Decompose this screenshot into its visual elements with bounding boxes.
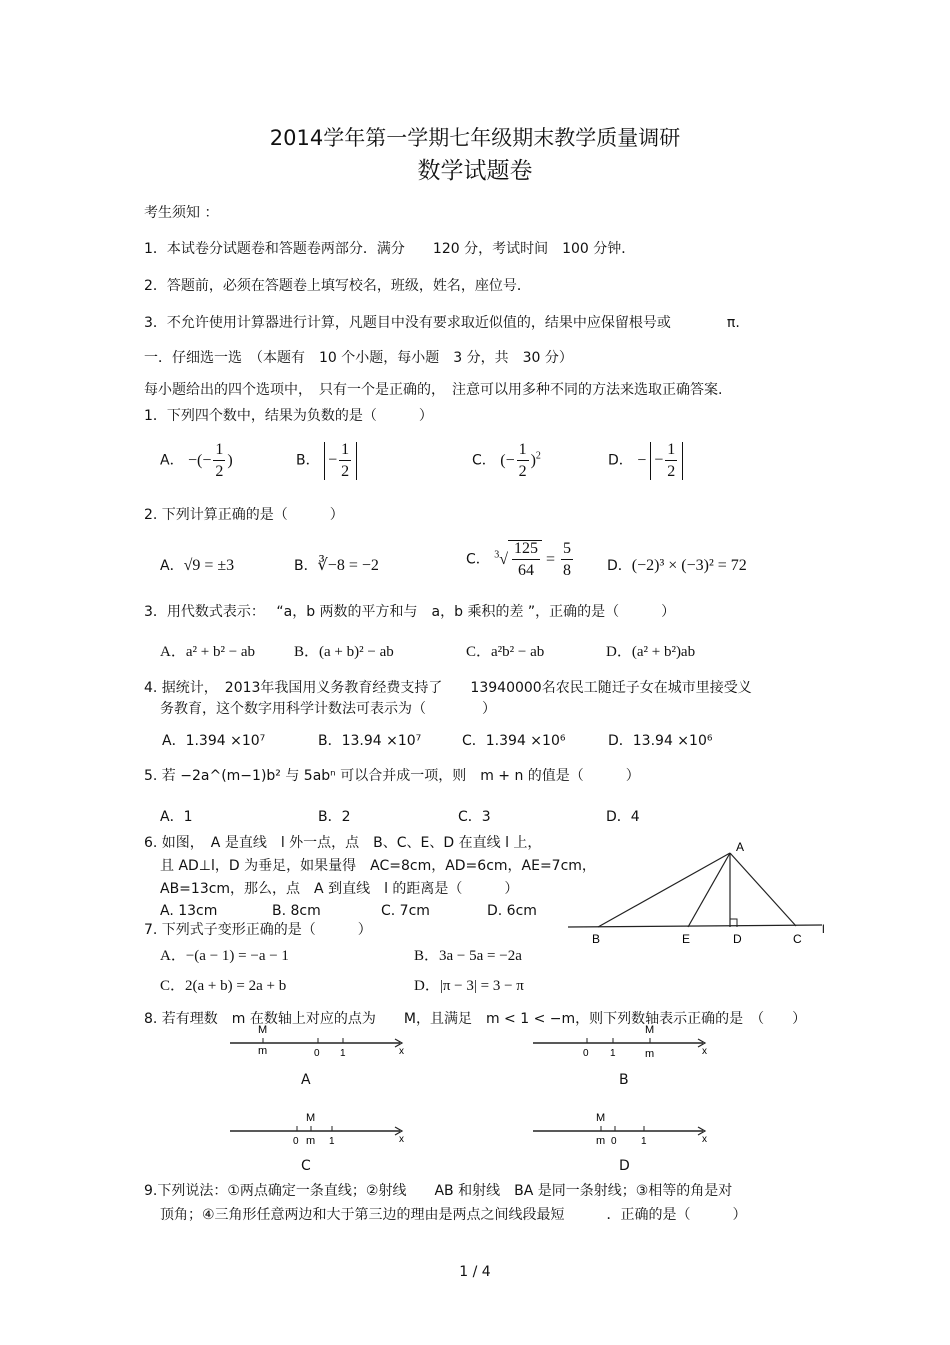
q1-label-b: B． [296,452,320,469]
label-M: M [645,1024,655,1036]
point-e-label: E [682,932,691,946]
q1-c-num: 1 [517,442,529,461]
line-l [568,925,822,927]
segment-ac [730,853,796,926]
q4-option-a: A．1.394 ×10⁷ [162,733,266,749]
q4-option-b: B．13.94 ×10⁷ [318,733,422,749]
q7-option-b: B．3a − 5a = −2a [414,948,522,964]
q8-label-a: A [301,1072,311,1088]
label-0: 0 [293,1136,299,1147]
q2-option-d: D．(−2)³ × (−3)² = 72 [607,557,747,574]
label-m: m [596,1135,606,1147]
q8-numberline-b [528,1020,718,1060]
q7-option-c: C．2(a + b) = 2a + b [160,978,287,994]
q3-stem: 3．用代数式表示： “a，b 两数的平方和与 a，b 乘积的差 ”，正确的是（ ） [144,604,676,620]
section-heading: 一．仔细选一选 （本题有 10 个小题，每小题 3 分，共 30 分） [144,350,573,366]
q2-c-den: 64 [518,562,535,579]
q2-option-a: A．√9 = ±3 [160,557,235,574]
q9-line2: 顶角；④三角形任意两边和大于第三边的理由是两点之间线段最短 ．正确的是（ ） [160,1207,747,1223]
label-x: x [702,1134,707,1145]
q6-option-c: C. 7cm [381,903,430,919]
q2-c-rden: 8 [563,562,572,579]
q8-numberline-c [225,1108,415,1148]
q5-option-a: A．1 [160,809,193,825]
q6-option-d: D. 6cm [487,903,537,919]
q1-d-num: 1 [665,442,677,461]
q1-label-a: A． [160,452,184,469]
q1-label-c: C． [472,452,496,469]
q2-c-rnum: 5 [561,541,573,560]
q8-label-d: D [619,1158,630,1174]
q1-d-den: 2 [667,463,676,480]
q2-stem: 2. 下列计算正确的是（ ） [144,507,344,523]
label-m: m [258,1045,268,1057]
q1-option-c: C． (− $\frac{1}{2}$ )$^2$ [472,441,541,480]
page-number: 1 / 4 [459,1264,491,1280]
q1-c-exp: 2 [535,450,541,462]
q1-option-a: A． −(− $\frac{1}{2}$ ) [160,441,233,480]
q6-line3: AB=13cm，那么，点 A 到直线 l 的距离是（ ） [160,881,519,897]
q8-numberline-d [528,1108,718,1148]
q2-option-b: B．∛−8 = −2 [294,557,379,574]
q6-option-a: A. 13cm [160,903,218,919]
q3-option-d: D．(a² + b²)ab [606,644,696,660]
notice-heading: 考生须知 ： [144,205,219,221]
q6-option-b: B. 8cm [272,903,321,919]
page-title-line1: 2014学年第一学期七年级期末教学质量调研 [269,126,681,150]
q8-numberline-a [225,1020,415,1060]
notice-item-3: 3．不允许使用计算器进行计算，凡题目中没有要求取近似值的，结果中应保留根号或 π. [144,315,740,331]
q6-line2: 且 AD⊥l，D 为垂足，如果量得 AC=8cm，AD=6cm，AE=7cm， [160,858,596,874]
q6-line1: 6. 如图， A 是直线 l 外一点，点 B、C、E、D 在直线 l 上， [144,835,542,851]
q4-option-d: D．13.94 ×10⁶ [608,733,713,749]
label-1: 1 [329,1136,335,1147]
label-0: 0 [314,1048,320,1059]
q1-b-den: 2 [341,463,350,480]
label-0: 0 [611,1136,617,1147]
q2-option-c: C． $^3$√ $\frac{125}{64}$ = $\frac{5}{8}$ [466,540,572,579]
q1-option-d: D． − − $\frac{1}{2}$ [608,442,683,480]
q5-stem: 5. 若 −2a^(m−1)b² 与 5abⁿ 可以合并成一项，则 m + n 的值是（ ） [144,768,640,784]
q2-b: ∛−8 = −2 [317,557,379,574]
q1-label-d: D． [608,452,633,469]
q3-option-a: A．a² + b² − ab [160,644,256,660]
q1-stem: 1．下列四个数中，结果为负数的是（ ） [144,408,433,424]
section-instruction: 每小题给出的四个选项中， 只有一个是正确的， 注意可以用多种不同的方法来选取正确答案. [144,382,723,398]
q7-option-a: A．−(a − 1) = −a − 1 [160,948,289,964]
q4-option-c: C．1.394 ×10⁶ [462,733,566,749]
label-x: x [702,1046,707,1057]
q4-stem-line1: 4. 据统计， 2013年我国用义务教育经费支持了 13940000名农民工随迁子女在城市里接受义 [144,680,752,696]
q8-stem: 8. 若有理数 m 在数轴上对应的点为 M，且满足 m < 1 < −m，则下列数轴表示正确的是 （ ） [144,1011,807,1027]
q6-triangle-figure [560,835,840,950]
label-1: 1 [340,1048,346,1059]
q9-line1: 9.下列说法：①两点确定一条直线；②射线 AB 和射线 BA 是同一条射线；③相等的角是对 [144,1183,733,1199]
label-m: m [645,1048,655,1060]
label-x: x [399,1046,404,1057]
label-M: M [258,1024,268,1036]
label-1: 1 [641,1136,647,1147]
q2-a: √9 = ±3 [183,557,235,574]
label-m: m [306,1135,316,1147]
q8-label-c: C [301,1158,311,1174]
notice-item-1: 1．本试卷分试题卷和答题卷两部分．满分 120 分，考试时间 100 分钟． [144,241,636,257]
q1-a-num: 1 [213,442,225,461]
point-c-label: C [793,932,802,946]
segment-ab [598,853,730,927]
q1-b-num: 1 [339,442,351,461]
q5-option-c: C．3 [458,809,491,825]
q1-c-den: 2 [518,463,527,480]
point-a-label: A [736,840,745,854]
q7-option-d: D．|π − 3| = 3 − π [414,978,524,994]
q1-option-b: B． − $\frac{1}{2}$ [296,442,357,480]
notice-item-2: 2．答题前，必须在答题卷上填写校名，班级，姓名，座位号． [144,278,531,294]
page-title-line2: 数学试题卷 [417,158,533,184]
point-d-label: D [733,932,742,946]
label-1: 1 [610,1048,616,1059]
label-0: 0 [583,1048,589,1059]
q1-a-den: 2 [215,463,224,480]
label-x: x [399,1134,404,1145]
q2-c-num: 125 [512,541,540,560]
q2-c-label: C． [466,551,490,568]
q7-stem: 7. 下列式子变形正确的是（ ） [144,922,372,938]
q2-d: (−2)³ × (−3)² = 72 [631,557,747,574]
line-l-label: l [822,922,825,936]
q5-option-b: B．2 [318,809,351,825]
q4-stem-line2: 务教育，这个数字用科学计数法可表示为（ ） [160,701,496,717]
q3-option-c: C．a²b² − ab [466,644,545,660]
q5-option-d: D．4 [606,809,640,825]
point-b-label: B [592,932,601,946]
label-M: M [596,1112,606,1124]
q3-option-b: B．(a + b)² − ab [294,644,394,660]
q8-label-b: B [619,1072,629,1088]
label-M: M [306,1112,316,1124]
